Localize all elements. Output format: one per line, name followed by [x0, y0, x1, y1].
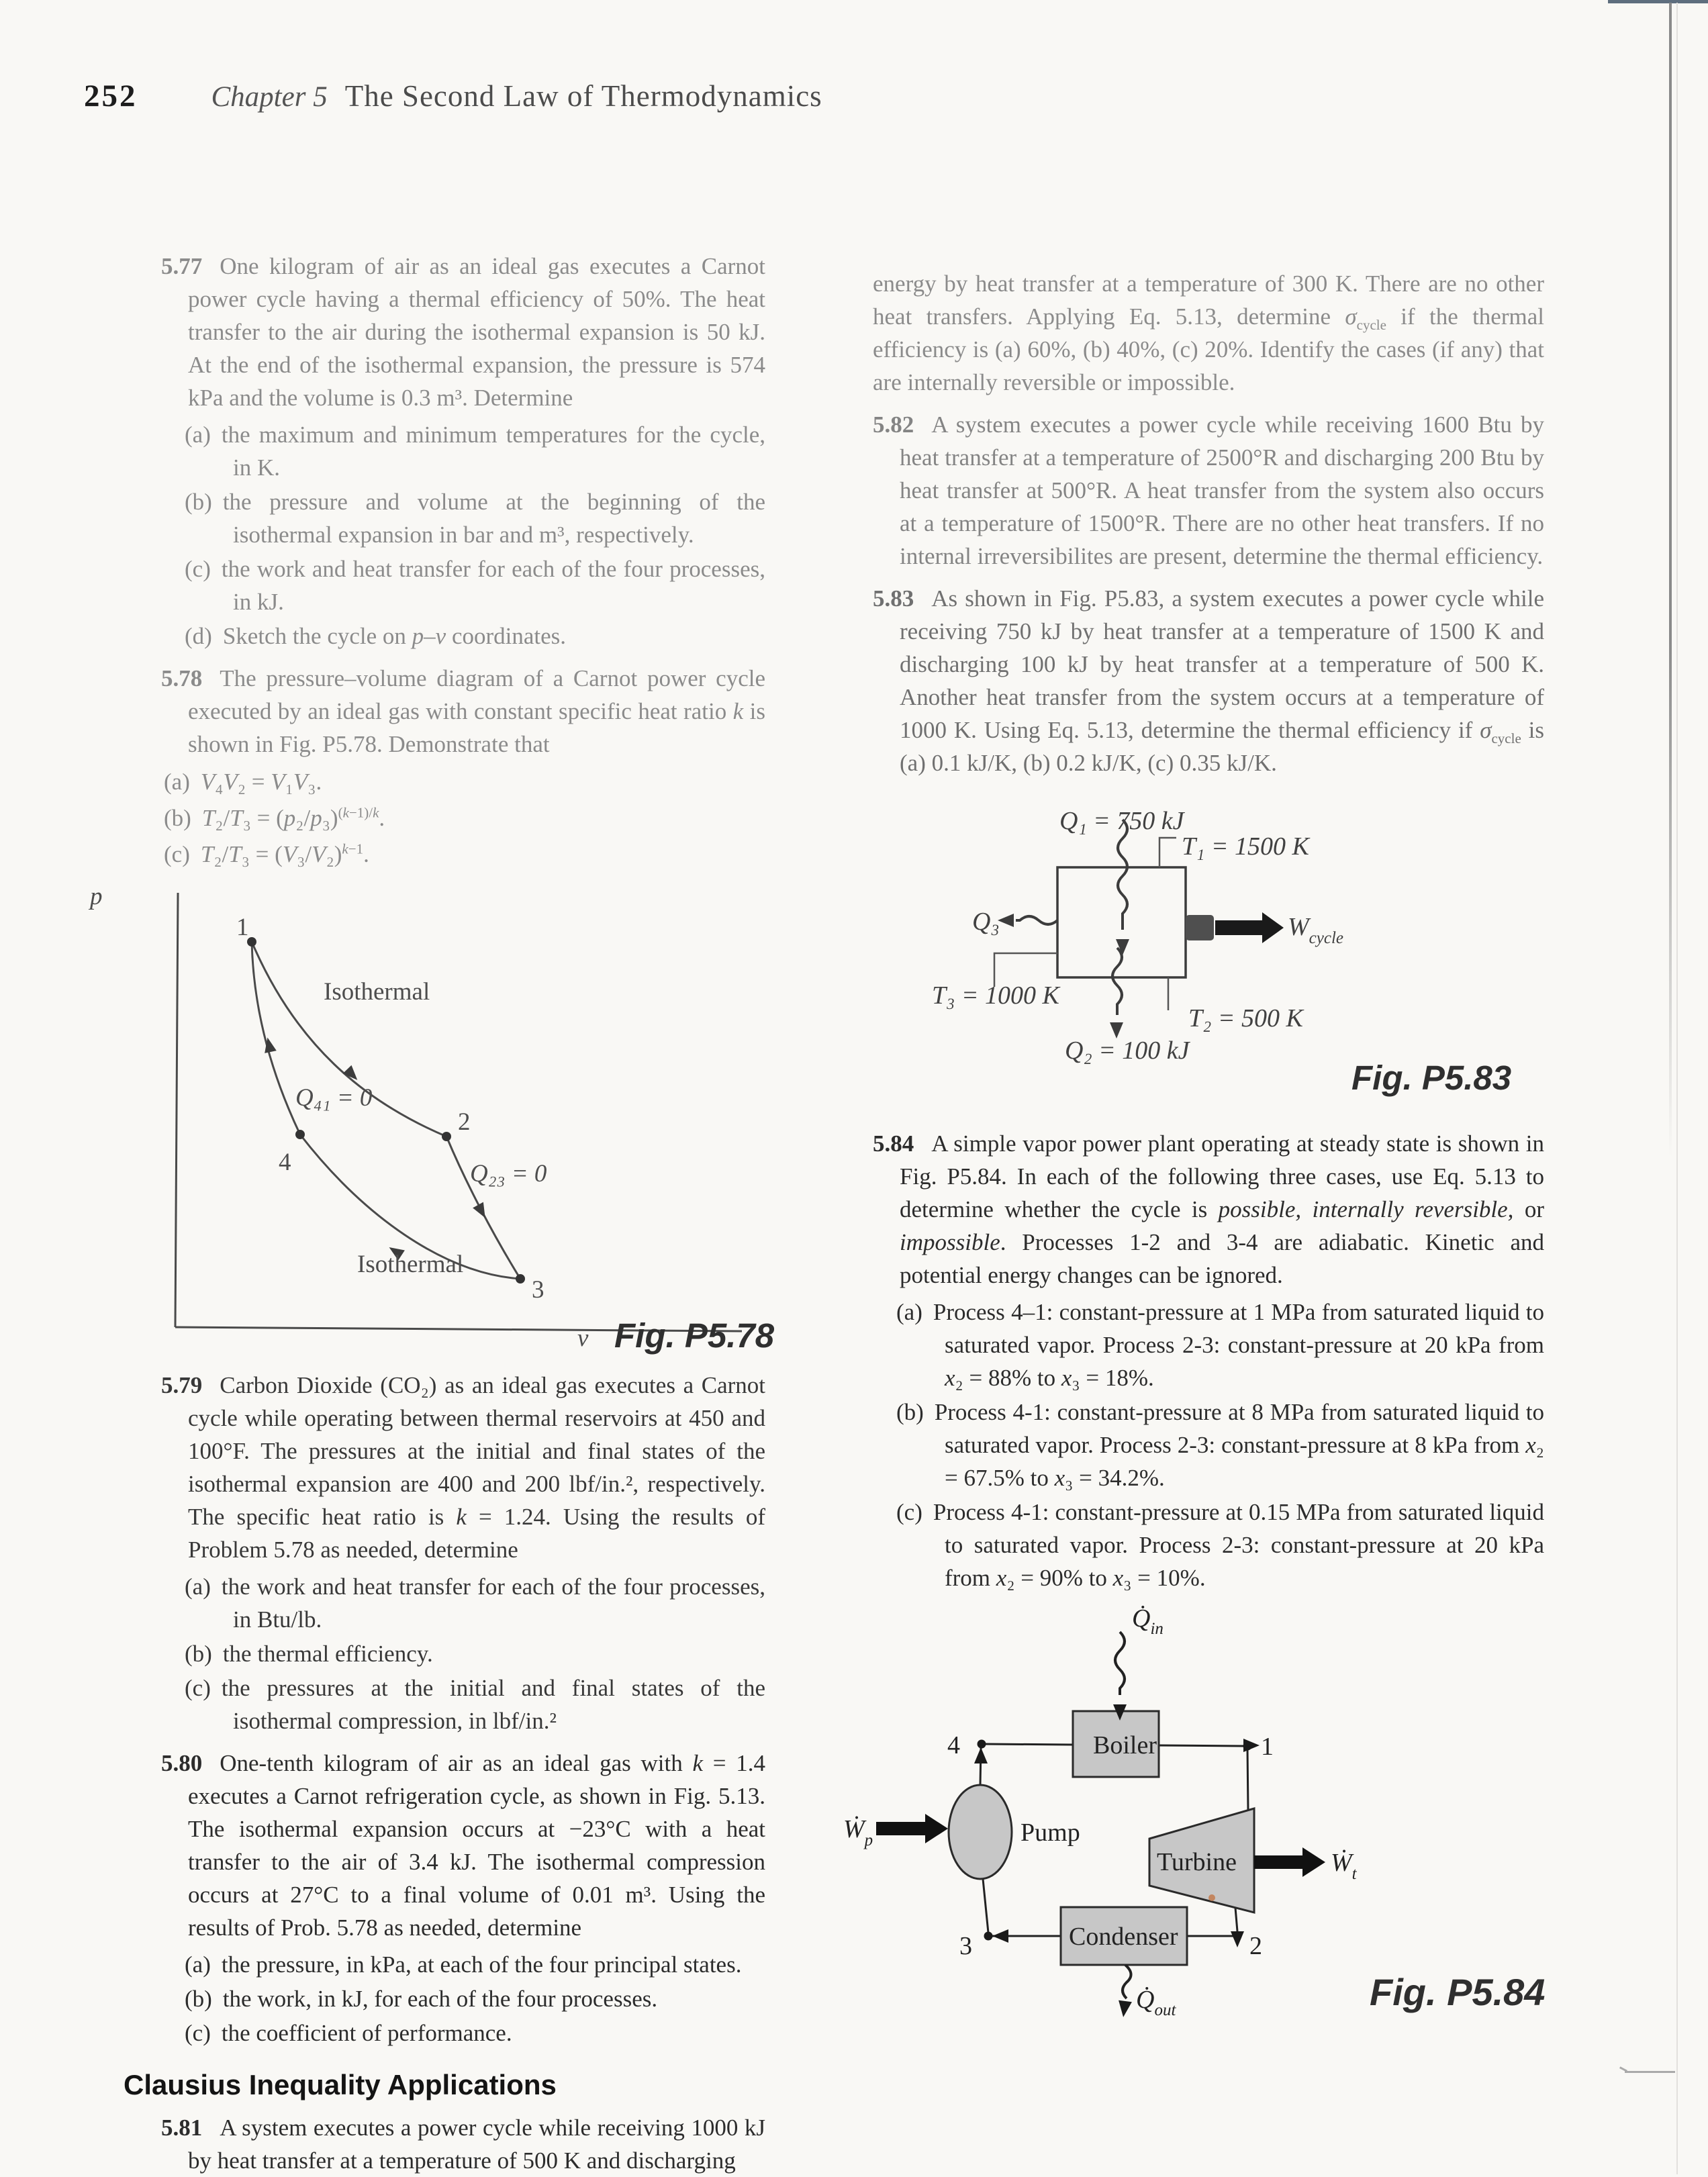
qout-wavy-arrow: [1123, 1965, 1131, 1998]
equation-item: [161, 765, 765, 800]
scan-page-edge-line-2: [1676, 3, 1678, 2174]
problem-number: 5.81: [161, 2115, 203, 2141]
t1-bracket: [1159, 838, 1176, 867]
t1-label: T₁ = 1500 K: [1182, 832, 1309, 861]
state-point-2: [442, 1132, 451, 1141]
item-text: Process 4-1: constant-pressure at 0.15 MPa from saturated liquid to saturated vapor. Process 2-3: constant-pressure at 20 kPa from x₂ = 90% to x₃ = 10%.: [933, 1499, 1544, 1591]
node-label-2: 2: [1249, 1932, 1262, 1960]
problem-number: 5.83: [873, 585, 914, 612]
equation-item: [161, 837, 765, 872]
arrow-into-4: [974, 1747, 988, 1763]
arrow-into-3: [992, 1929, 1008, 1943]
item-label: (b): [185, 489, 212, 515]
item-label: (b): [896, 1399, 924, 1425]
q2-label: Q₂ = 100 kJ: [1065, 1036, 1190, 1065]
item-text: the pressures at the initial and final states of the isothermal compression, in lbf/in.²: [221, 1675, 765, 1734]
adiabat-curve-4-1: [252, 942, 300, 1134]
item-label: (b): [185, 1986, 212, 2012]
list-item: [161, 418, 765, 484]
isothermal-label-top: Isothermal: [324, 978, 430, 1006]
list-item: [873, 1396, 1544, 1494]
point-label-3: 3: [532, 1276, 544, 1304]
problem-5.79-items: [161, 1570, 765, 1737]
condenser-label: Condenser: [1069, 1923, 1178, 1951]
isothermal-label-bottom: Isothermal: [357, 1251, 464, 1278]
problem-5.80-items: [161, 1948, 765, 2049]
q1-label: Q₁ = 750 kJ: [1059, 807, 1184, 835]
item-text: the work and heat transfer for each of the four processes, in Btu/lb.: [221, 1574, 765, 1633]
problem-5.84-items: [873, 1296, 1544, 1594]
problem-5.84: [873, 1127, 1544, 1292]
left-column: [90, 250, 775, 2177]
line-1-to-turbine: [1247, 1749, 1248, 1810]
state-dot-1: [1243, 1742, 1252, 1751]
page-header: [84, 78, 822, 114]
wcycle-arrow: [1215, 912, 1284, 943]
problem-5.78-items: [161, 765, 765, 872]
state-dot-4: [978, 1740, 986, 1749]
problem-body: One kilogram of air as an ideal gas executes a Carnot power cycle having a thermal efficiency of 50%. The heat transfer to the air during the isothermal expansion is 50 kJ. At the end of the isothermal expansion, the pressure is 574 kPa and the volume is 0.3 m³. Determine: [188, 253, 765, 411]
line-3-to-pump: [983, 1879, 988, 1933]
item-text: the coefficient of performance.: [221, 2020, 512, 2046]
list-item: [873, 1296, 1544, 1394]
node-label-3: 3: [959, 1932, 972, 1960]
item-label: (a): [185, 422, 211, 448]
problem-body: A simple vapor power plant operating at steady state is shown in Fig. P5.84. In each of the following three cases, use Eq. 5.13 to determine whether the cycle is possible, internally reversible, or impossible. Processes 1-2 and 3-4 are adiabatic. Kinetic and potential energy changes can be ignored.: [900, 1130, 1544, 1288]
list-item: [161, 1570, 765, 1636]
list-item: [161, 1948, 765, 1981]
qin-label: $Q̇_{in}$: [1132, 1604, 1164, 1638]
figure-p5.83: [900, 782, 1638, 1118]
item-text: the work, in kJ, for each of the four processes.: [222, 1986, 658, 2012]
item-text: Process 4-1: constant-pressure at 8 MPa from saturated liquid to saturated vapor. Process 2-3: constant-pressure at 8 kPa from x₂ = 67.5% to x₃ = 34.2%.: [934, 1399, 1544, 1491]
section-heading: Clausius Inequality Applications: [124, 2069, 557, 2100]
right-column: [843, 267, 1546, 2177]
q3-arrowhead: [998, 914, 1014, 927]
item-label: (b): [185, 1641, 212, 1667]
boiler-label: Boiler: [1093, 1731, 1157, 1759]
equation-item: [161, 801, 765, 836]
qout-arrowhead: [1117, 2000, 1132, 2018]
wcycle-label: $W_{cycle}$: [1288, 913, 1343, 947]
wt-arrow: [1254, 1847, 1325, 1877]
problem-5.81: [161, 2111, 765, 2177]
equation: $T_2/T_3 = (V_3/V_2)^{k-1}$.: [200, 840, 369, 867]
scan-page-edge-line: [1669, 3, 1672, 1157]
state-dot-2: [1233, 1932, 1242, 1941]
equation: V₄V₂ = V₁V₃.: [200, 769, 322, 795]
list-item: [161, 1637, 765, 1670]
cycle-arrows: [262, 1036, 491, 1261]
q23-label: Q₂₃ = 0: [470, 1160, 547, 1188]
axis-label-p: p: [90, 883, 103, 910]
item-label: (a): [164, 769, 190, 795]
problem-body: A system executes a power cycle while receiving 1600 Btu by heat transfer at a temperature of 2500°R and discharging 200 Btu by heat transfer at 500°R. A heat transfer from the system also occurs at a temperature of 1500°R. There are no other heat transfers. If no internal irreversibilites are present, determine the thermal efficiency.: [900, 412, 1544, 569]
problem-5.79: [161, 1369, 765, 1566]
q41-label: Q₄₁ = 0: [295, 1084, 373, 1112]
item-label: (b): [164, 805, 191, 831]
item-text: the thermal efficiency.: [222, 1641, 433, 1667]
problem-body: One-tenth kilogram of air as an ideal gas with k = 1.4 executes a Carnot refrigeration cycle, as shown in Fig. 5.13. The isothermal expansion occurs at −23°C with a heat transfer to the air of 3.4 kJ. The isothermal compression occurs at 27°C to a final volume of 0.01 m³. Using the results of Prob. 5.78 as needed, determine: [188, 1750, 766, 1941]
line-turbine-to-2: [1235, 1908, 1237, 1931]
figure-caption: Fig. P5.78: [614, 1316, 775, 1355]
scan-dash-artifact: [1625, 2071, 1675, 2073]
list-item: [161, 1982, 765, 2015]
item-text: the pressure, in kPa, at each of the four principal states.: [221, 1951, 742, 1978]
item-label: (c): [164, 841, 190, 867]
item-text: the work and heat transfer for each of the four processes, in kJ.: [221, 556, 765, 615]
node-label-4: 4: [947, 1731, 960, 1759]
qin-wavy-arrow: [1115, 1632, 1125, 1695]
item-label: (c): [896, 1499, 922, 1525]
figure-caption: Fig. P5.84: [1370, 1971, 1546, 2013]
chapter-label: Chapter 5: [211, 81, 328, 113]
qout-label: $Q̇_{out}$: [1136, 1986, 1176, 2019]
node-label-1: 1: [1261, 1733, 1274, 1761]
problem-5.78: [161, 662, 765, 761]
pump-label: Pump: [1021, 1819, 1080, 1847]
item-label: (c): [185, 556, 211, 582]
item-label: (a): [185, 1574, 211, 1600]
problem-number: 5.77: [161, 253, 203, 279]
figure-p5.84: [833, 1597, 1641, 2019]
problem-5.77-items: [161, 418, 765, 652]
wp-arrow: [876, 1814, 948, 1843]
point-label-2: 2: [458, 1108, 471, 1136]
item-text: Process 4–1: constant-pressure at 1 MPa from saturated liquid to saturated vapor. Process 2-3: constant-pressure at 20 kPa from x₂ = 88% to x₃ = 18%.: [933, 1299, 1544, 1391]
wp-label: Ẇ$_p$: [843, 1815, 873, 1849]
point-label-4: 4: [279, 1149, 291, 1176]
item-label: (d): [185, 623, 212, 649]
item-text: Sketch the cycle on p–v coordinates.: [222, 623, 567, 649]
state-point-4: [295, 1130, 305, 1139]
work-shaft: [1186, 915, 1214, 940]
problem-body: Carbon Dioxide (CO₂) as an ideal gas executes a Carnot cycle while operating between thermal reservoirs at 450 and 100°F. The pressures at the initial and final states of the isothermal expansion are 400 and 200 lbf/in.², respectively. The specific heat ratio is k = 1.24. Using the results of Problem 5.78 as needed, determine: [188, 1372, 765, 1563]
problem-number: 5.84: [873, 1130, 914, 1157]
state-dot-3: [984, 1932, 993, 1941]
list-item: [161, 2017, 765, 2049]
t2-label: T₂ = 500 K: [1188, 1004, 1303, 1032]
axis-label-v: v: [577, 1324, 589, 1352]
point-label-1: 1: [236, 914, 249, 941]
problem-number: 5.80: [161, 1750, 203, 1776]
problem-5.83: [873, 582, 1544, 779]
q3-wavy-arrow: [1016, 916, 1057, 924]
problem-number: 5.78: [161, 665, 203, 691]
item-label: (a): [185, 1951, 211, 1978]
pump-circle: [949, 1785, 1012, 1879]
state-point-3: [516, 1274, 525, 1284]
chapter-title: The Second Law of Thermodynamics: [344, 79, 822, 113]
problem-5.77: [161, 250, 765, 414]
scan-edge-artifact-top: [1608, 0, 1708, 3]
item-label: (c): [185, 1675, 211, 1701]
line-4-to-boiler: [986, 1744, 1073, 1745]
q3-label: Q₃: [972, 908, 1000, 936]
turbine-label: Turbine: [1157, 1848, 1237, 1876]
problem-body: energy by heat transfer at a temperature of 300 K. There are no other heat transfers. Applying Eq. 5.13, determine $\sigma_{cycle}$ if the thermal efficiency is (a) 60%, (b) 40%, (c) 20%. Identify the cases (if any) that are internally reversible or impossible.: [873, 271, 1544, 395]
list-item: [161, 485, 765, 551]
line-boiler-to-1: [1159, 1745, 1243, 1746]
figure-p5.78: [81, 876, 792, 1359]
list-item: [161, 1672, 765, 1737]
problem-5.82: [873, 408, 1544, 573]
figure-caption: Fig. P5.83: [1351, 1059, 1512, 1097]
q1-wavy-arrow: [1118, 820, 1127, 930]
q2-wavy-arrow: [1112, 948, 1122, 1015]
equation: $T_2/T_3 = (p_2/p_3)^{(k-1)/k}$.: [201, 804, 385, 831]
list-item: [161, 620, 765, 652]
item-label: (c): [185, 2020, 211, 2046]
p-axis: [175, 893, 178, 1327]
scan-speck: [1208, 1894, 1215, 1901]
item-text: the maximum and minimum temperatures for the cycle, in K.: [221, 422, 765, 481]
problem-5.80: [161, 1747, 765, 1944]
item-label: (a): [896, 1299, 922, 1325]
item-text: the pressure and volume at the beginning of the isothermal expansion in bar and m³, respectively.: [222, 489, 765, 548]
problem-body: The pressure–volume diagram of a Carnot power cycle executed by an ideal gas with constant specific heat ratio k is shown in Fig. P5.78. Demonstrate that: [188, 665, 765, 757]
list-item: [873, 1496, 1544, 1594]
problem-body: As shown in Fig. P5.83, a system executes a power cycle while receiving 750 kJ by heat transfer at a temperature of 1500 K and discharging 100 kJ by heat transfer at a temperature of 500 K. Another heat transfer from the system occurs at a temperature of 1000 K. Using Eq. 5.13, determine the thermal efficiency if $\sigma_{cycle}$ is (a) 0.1 kJ/K, (b) 0.2 kJ/K, (c) 0.35 kJ/K.: [900, 585, 1544, 776]
problem-body: A system executes a power cycle while receiving 1000 kJ by heat transfer at a temperature of 500 K and discharging: [188, 2115, 765, 2174]
wt-label: Ẇ$_t$: [1331, 1849, 1357, 1883]
problem-number: 5.82: [873, 412, 914, 438]
problem-5.81-continuation: [873, 267, 1544, 399]
list-item: [161, 552, 765, 618]
page-number: 252: [84, 79, 138, 113]
problem-number: 5.79: [161, 1372, 203, 1398]
t3-label: T₃ = 1000 K: [932, 981, 1059, 1010]
